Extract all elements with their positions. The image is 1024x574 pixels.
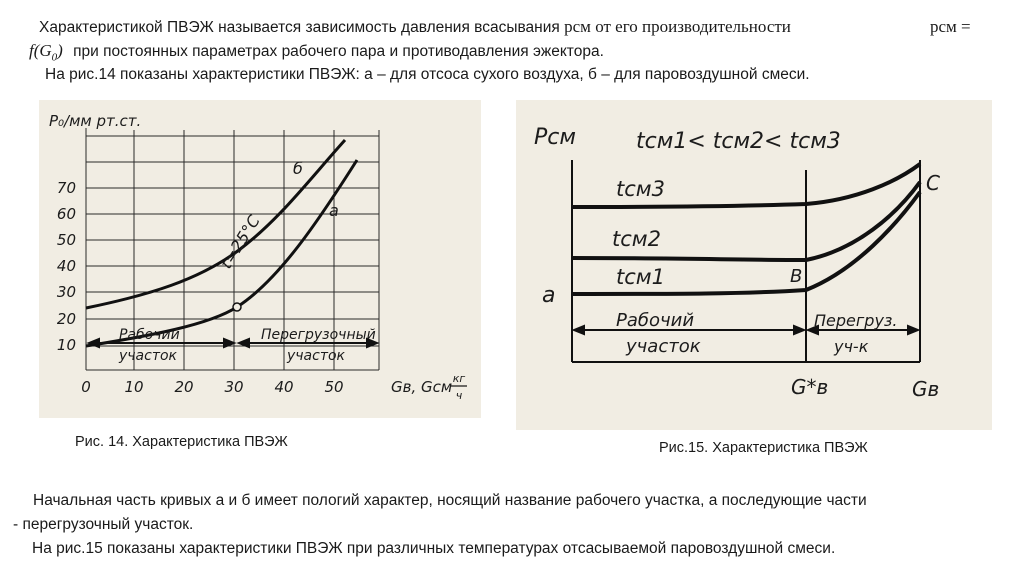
x-mark-g-star: G*в <box>791 375 829 399</box>
fig14-zone1-bottom: участок <box>119 348 178 364</box>
y-tick: 30 <box>56 283 76 301</box>
x-tick: 10 <box>124 378 144 396</box>
point-a-label: a <box>542 283 556 308</box>
intro-line-1 <box>39 17 791 38</box>
function-symbol: $f(G_0)$ <box>29 41 63 64</box>
fig15-zone1-bottom: участок <box>626 336 701 357</box>
y-tick: 60 <box>56 205 76 223</box>
fig14-x-label: Gв, Gсм <box>391 378 453 396</box>
x-tick: 20 <box>174 378 194 396</box>
fig14-zone1-top: Рабочий <box>119 327 180 343</box>
intro-text: Характеристикой ПВЭЖ называется зависимость давления всасывания <box>39 19 560 36</box>
intro-line-2 <box>29 41 604 67</box>
fig14-y-ticks <box>57 179 76 354</box>
fig15-zone1-top: Рабочий <box>616 310 695 331</box>
point-c-label: C <box>926 171 940 195</box>
point-b-label: B <box>790 266 803 287</box>
fig14-x-unit-bottom: ч <box>455 389 463 402</box>
temperature-relation: tсм1< tсм2< tсм3 <box>636 129 841 154</box>
fig15-y-label: Pсм <box>534 125 576 150</box>
fig14-zone2-bottom: участок <box>287 348 346 364</box>
fig14-zone2-top: Перегрузочный <box>261 327 376 343</box>
x-mark-g: Gв <box>912 377 940 401</box>
intro-line-3: На рис.14 показаны характеристики ПВЭЖ: а – для отсоса сухого воздуха, б – для паровоздушной смеси. <box>45 66 810 83</box>
fig15-zone2-top: Перегруз. <box>814 311 898 330</box>
p-sm-symbol: pсм <box>564 17 591 36</box>
fig15-zone2-bottom: уч-к <box>834 337 869 356</box>
p-sm-equation: pсм = <box>930 17 971 36</box>
x-tick: 30 <box>224 378 244 396</box>
curve-b <box>86 140 345 308</box>
x-tick: 0 <box>81 378 91 396</box>
label-t-sm1: tсм1 <box>616 265 665 289</box>
figure-15-plot <box>516 100 992 430</box>
figure-14 <box>39 100 481 418</box>
intro-text-mid: от его производительности <box>595 17 791 36</box>
outro-line-3: На рис.15 показаны характеристики ПВЭЖ при различных температурах отсасываемой паровоздушной смеси. <box>32 540 836 557</box>
fig14-y-label: P₀/мм рт.ст. <box>49 112 142 130</box>
curve-b-label: б <box>293 159 303 178</box>
x-tick: 40 <box>274 378 294 396</box>
fig14-x-unit-top: кг <box>452 372 466 385</box>
figure-15-caption: Рис.15. Характеристика ПВЭЖ <box>659 440 868 456</box>
curve-a-label: а <box>329 201 339 220</box>
y-tick: 70 <box>56 179 76 197</box>
intro-text-2: при постоянных параметрах рабочего пара и противодавления эжектора. <box>73 43 604 60</box>
fig14-x-ticks <box>81 378 343 396</box>
x-tick: 50 <box>324 378 344 396</box>
outro-line-1: Начальная часть кривых а и б имеет пологий характер, носящий название рабочего участка, а последующие части <box>33 492 867 509</box>
outro-line-2: - перегрузочный участок. <box>13 516 194 533</box>
label-t-sm3: tсм3 <box>616 177 665 201</box>
figure-14-plot <box>39 100 481 418</box>
temperature-label: t=25°C <box>216 211 264 273</box>
figure-14-caption: Рис. 14. Характеристика ПВЭЖ <box>75 434 288 450</box>
figure-15 <box>516 100 992 430</box>
label-t-sm2: tсм2 <box>612 227 661 251</box>
y-tick: 40 <box>56 257 76 275</box>
y-tick: 50 <box>56 231 76 249</box>
y-tick: 20 <box>56 310 76 328</box>
curve-a-point <box>233 303 241 311</box>
y-tick: 10 <box>56 336 76 354</box>
